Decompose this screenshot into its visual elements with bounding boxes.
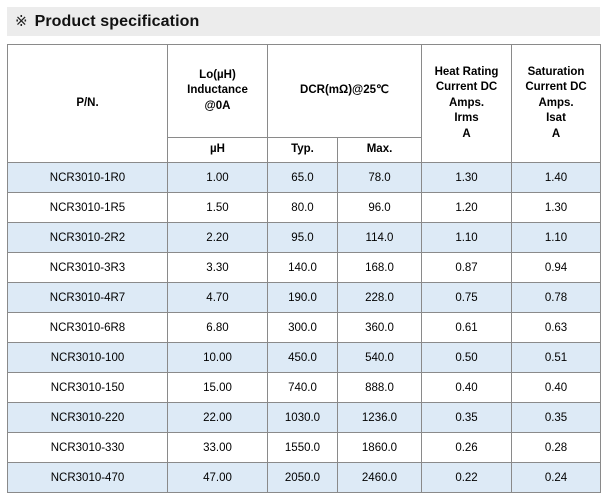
cell-dcr-max: 78.0 [338,163,422,193]
cell-inductance: 22.00 [168,403,268,433]
table-header [8,45,601,163]
cell-part-number: NCR3010-1R5 [8,193,168,223]
cell-inductance: 33.00 [168,433,268,463]
unit-header-dcr-typ: Typ. [268,138,338,163]
cell-dcr-max: 540.0 [338,343,422,373]
col-header-dcr: DCR(mΩ)@25℃ [268,45,422,138]
cell-dcr-typ: 95.0 [268,223,338,253]
cell-irms: 0.35 [422,403,512,433]
cell-inductance: 1.00 [168,163,268,193]
cell-irms: 1.20 [422,193,512,223]
cell-inductance: 15.00 [168,373,268,403]
cell-dcr-max: 888.0 [338,373,422,403]
col-header-part-number: P/N. [8,45,168,163]
cell-dcr-max: 2460.0 [338,463,422,493]
col-header-saturation-line4: Isat [546,112,566,125]
table-row [8,283,601,313]
product-specification-page [0,7,607,484]
cell-inductance: 1.50 [168,193,268,223]
table-row [8,223,601,253]
page-title: Product specification [34,12,200,30]
cell-irms: 0.75 [422,283,512,313]
cell-dcr-typ: 450.0 [268,343,338,373]
cell-part-number: NCR3010-1R0 [8,163,168,193]
cell-irms: 0.50 [422,343,512,373]
specification-table [7,44,601,493]
cell-dcr-max: 360.0 [338,313,422,343]
col-header-heat-rating-line4: Irms [454,112,479,125]
unit-header-inductance: µH [168,138,268,163]
cell-dcr-max: 1860.0 [338,433,422,463]
cell-dcr-typ: 2050.0 [268,463,338,493]
cell-isat: 0.35 [512,403,601,433]
cell-isat: 0.94 [512,253,601,283]
table-row [8,463,601,493]
cell-part-number: NCR3010-470 [8,463,168,493]
unit-header-dcr-max: Max. [338,138,422,163]
cell-part-number: NCR3010-6R8 [8,313,168,343]
table-row [8,253,601,283]
cell-irms: 0.22 [422,463,512,493]
col-header-heat-rating-line2: Current DC [435,81,498,94]
cell-dcr-typ: 740.0 [268,373,338,403]
cell-isat: 0.40 [512,373,601,403]
cell-dcr-max: 1236.0 [338,403,422,433]
col-header-inductance-line1: Lo(µH) [199,68,236,81]
table-row [8,193,601,223]
col-header-saturation-current [512,45,601,163]
col-header-saturation-unit: A [551,127,561,140]
cell-part-number: NCR3010-3R3 [8,253,168,283]
cell-part-number: NCR3010-150 [8,373,168,403]
cell-irms: 0.61 [422,313,512,343]
col-header-saturation-line3: Amps. [538,96,574,109]
col-header-saturation-line2: Current DC [525,81,587,94]
reference-mark-icon: ※ [15,13,28,30]
cell-dcr-typ: 1550.0 [268,433,338,463]
cell-irms: 1.10 [422,223,512,253]
cell-irms: 0.26 [422,433,512,463]
cell-inductance: 3.30 [168,253,268,283]
cell-isat: 0.24 [512,463,601,493]
table-row [8,163,601,193]
cell-isat: 1.40 [512,163,601,193]
cell-isat: 0.63 [512,313,601,343]
cell-isat: 0.51 [512,343,601,373]
cell-dcr-typ: 1030.0 [268,403,338,433]
table-row [8,313,601,343]
cell-irms: 1.30 [422,163,512,193]
cell-irms: 0.40 [422,373,512,403]
col-header-saturation-line1: Saturation [527,65,585,78]
table-row [8,373,601,403]
cell-inductance: 10.00 [168,343,268,373]
cell-inductance: 47.00 [168,463,268,493]
cell-dcr-max: 96.0 [338,193,422,223]
cell-part-number: NCR3010-220 [8,403,168,433]
cell-isat: 1.10 [512,223,601,253]
cell-dcr-typ: 80.0 [268,193,338,223]
cell-part-number: NCR3010-4R7 [8,283,168,313]
table-row [8,433,601,463]
table-row [8,403,601,433]
cell-irms: 0.87 [422,253,512,283]
cell-inductance: 2.20 [168,223,268,253]
cell-dcr-typ: 300.0 [268,313,338,343]
cell-part-number: NCR3010-2R2 [8,223,168,253]
col-header-heat-rating-current [422,45,512,163]
col-header-inductance-line3: @0A [204,99,231,112]
cell-isat: 0.28 [512,433,601,463]
col-header-heat-rating-line3: Amps. [448,96,485,109]
cell-inductance: 4.70 [168,283,268,313]
cell-dcr-max: 114.0 [338,223,422,253]
col-header-heat-rating-line1: Heat Rating [434,65,499,78]
table-body [8,163,601,493]
table-row [8,343,601,373]
header-row-main [8,45,601,138]
cell-isat: 1.30 [512,193,601,223]
section-title-bar [7,7,600,36]
cell-isat: 0.78 [512,283,601,313]
cell-part-number: NCR3010-100 [8,343,168,373]
cell-part-number: NCR3010-330 [8,433,168,463]
col-header-inductance [168,45,268,138]
cell-dcr-typ: 140.0 [268,253,338,283]
col-header-heat-rating-unit: A [462,127,471,140]
cell-dcr-max: 228.0 [338,283,422,313]
col-header-inductance-line2: Inductance [187,84,248,97]
cell-dcr-typ: 65.0 [268,163,338,193]
cell-dcr-max: 168.0 [338,253,422,283]
cell-inductance: 6.80 [168,313,268,343]
cell-dcr-typ: 190.0 [268,283,338,313]
